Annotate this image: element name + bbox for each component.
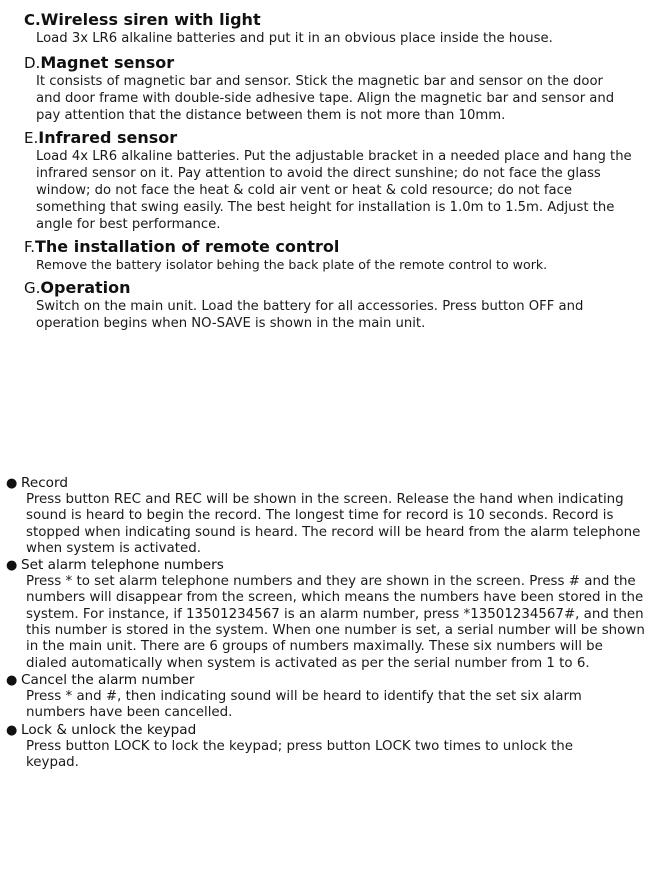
section-operation — [24, 278, 644, 332]
list-item-cancel-alarm-number — [6, 672, 646, 722]
section-heading — [24, 128, 644, 148]
list-item-lock-keypad — [6, 722, 646, 772]
list-item-title: Lock & unlock the keypad — [21, 721, 197, 738]
section-letter: E. — [24, 129, 39, 147]
list-item-heading — [6, 557, 646, 574]
section-title: Infrared sensor — [38, 128, 178, 147]
list-item-body: Press * and #, then indicating sound will be heard to identify that the set six alarm numbers have been cancelled. — [26, 688, 582, 721]
section-letter: D. — [24, 54, 41, 72]
section-body: Switch on the main unit. Load the battery for all accessories. Press button OFF and operation begins when NO-SAVE is shown in the main unit. — [36, 298, 584, 331]
bullet-icon: ● — [6, 672, 18, 688]
section-body: It consists of magnetic bar and sensor. Stick the magnetic bar and sensor on the door and door frame with double-side adhesive tape. Align the magnetic bar and sensor and pay attention that the distance between them is not more than 10mm. — [36, 74, 615, 123]
bullet-icon: ● — [6, 558, 18, 574]
list-item-heading — [6, 722, 646, 739]
list-item-body: Press button REC and REC will be shown in the screen. Release the hand when indicating sound is heard to begin the record. The longest time for record is 10 seconds. Record is stopped when indicating sound is heard. The record will be heard from the alarm telephone when system is activated. — [26, 492, 641, 556]
list-item-set-alarm-numbers — [6, 557, 646, 672]
section-magnet-sensor — [24, 53, 644, 124]
function-list — [6, 475, 646, 771]
list-item-title: Record — [21, 475, 68, 491]
section-heading — [24, 278, 644, 298]
section-title: Operation — [40, 277, 131, 297]
section-title: Wireless siren with light — [40, 10, 261, 29]
section-letter: C. — [24, 11, 41, 29]
bullet-icon: ● — [6, 476, 18, 491]
section-wireless-siren — [24, 10, 644, 47]
list-item-record — [6, 475, 646, 557]
section-heading — [24, 237, 644, 257]
section-body: Remove the battery isolator behing the back plate of the remote control to work. — [36, 257, 548, 272]
section-letter: F. — [24, 238, 35, 256]
section-body: Load 4x LR6 alkaline batteries. Put the adjustable bracket in a needed place and hang the infrared sensor on it. Pay attention to avoid the direct sunshine; do not face the glass window; do not face the heat & cold air vent or heat & cold resource; do not face something that swing easily. The best height for installation is 1.0m to 1.5m. Adjust the angle for best performance. — [36, 149, 632, 232]
section-infrared-sensor — [24, 128, 644, 233]
section-title: The installation of remote control — [35, 237, 340, 256]
list-item-body: Press * to set alarm telephone numbers and they are shown in the screen. Press # and the numbers will disappear from the screen, which means the numbers have been stored in the system. For instance, if 13501234567 is an alarm number, press *13501234567#, and then this number is stored in the system. When one number is set, a serial number will be shown in the main unit. There are 6 groups of numbers maximally. These six numbers will be dialed automatically when system is activated as per the serial number from 1 to 6. — [26, 574, 645, 671]
section-body: Load 3x LR6 alkaline batteries and put it in an obvious place inside the house. — [36, 31, 553, 46]
list-item-heading — [6, 672, 646, 689]
installation-sections — [24, 10, 644, 336]
section-heading — [24, 10, 644, 30]
bullet-icon: ● — [6, 722, 18, 738]
section-heading — [24, 53, 644, 73]
list-item-title: Set alarm telephone numbers — [21, 557, 224, 574]
list-item-body: Press button LOCK to lock the keypad; press button LOCK two times to unlock the keypad. — [26, 738, 574, 770]
section-title: Magnet sensor — [40, 53, 175, 72]
list-item-heading — [6, 475, 646, 492]
section-remote-control — [24, 237, 644, 274]
list-item-title: Cancel the alarm number — [21, 671, 195, 688]
section-letter: G. — [24, 278, 41, 297]
